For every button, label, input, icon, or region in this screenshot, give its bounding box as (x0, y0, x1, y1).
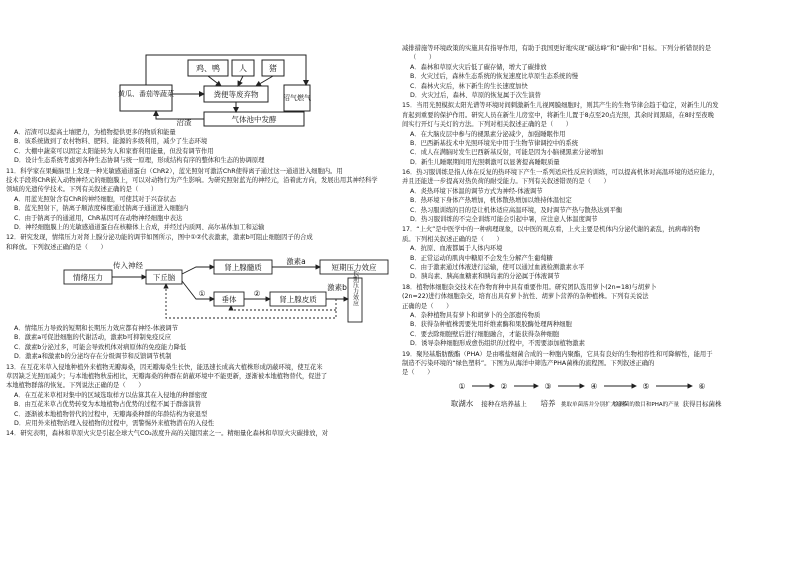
q12-stem-1: 12．研究发现，情绪压力对肾上腺分泌功能的调节如图所示，图中①②代表激素，激素b可阻止细胞因子的合成 (6, 234, 313, 242)
q12-option-c[interactable]: C．激素b分泌过多，可能会导致机体对病原体的免疫能力降低 (14, 343, 187, 351)
pool-label: 气体池中发酵 (231, 115, 277, 124)
person-label: 人 (239, 64, 247, 73)
stress-regulation-diagram (6, 252, 394, 324)
question-14-continued (402, 44, 790, 100)
q13-option-a[interactable]: A．在互花米草相对集中的区域选取样方以估算其在入侵地的种群密度 (14, 391, 208, 399)
residue-label: 沼渣 (176, 118, 192, 127)
q12-options (6, 324, 394, 362)
step-4-number: ④ (590, 381, 598, 391)
q12-stem-2: 和释放。下列叙述正确的是（ ） (6, 243, 107, 251)
q15-option-a[interactable]: A．在大脑皮层中参与的褪黑素分泌减少，加强睡眠作用 (410, 130, 566, 138)
step-2-number: ② (500, 381, 508, 391)
q13-stem-2: 草因缺乏光照而减少；与本地植物秋茄相比，无瓣海桑的种群在荫蔽环境中不能更新，逐渐被本地植物替代，促进了 (6, 373, 328, 381)
q11-option-b[interactable]: B．蓝光照射下，钠离子顺浓度梯度通过钠离子通道进入细胞内 (14, 205, 189, 213)
step-1-number: ① (458, 381, 466, 391)
q10-option-b[interactable]: B．该系统做到了农村物料、肥料、能源的多级利用，减少了生态环境 (14, 138, 208, 146)
step-1-label: 取湖水 (450, 398, 474, 408)
q15-stem-1: 15．当用光照模拟太阳光谱等环境时间刺激新生儿视网膜细胞时，则其产生的生物节律会趋于稳定，对新生儿的发 (402, 102, 719, 110)
q15-option-c[interactable]: C．成人在满脑时发生巴西新基反射，可能是因为小脑褪黑素分泌增加 (410, 149, 604, 157)
q14-option-b[interactable]: B．火灾过后，森林生态系统的恢复速度比草原生态系统的慢 (410, 73, 579, 81)
question-18 (402, 283, 790, 349)
q13-option-c[interactable]: C．逐渐被本地植物替代的过程中，无瓣海桑种群的年龄结构为衰退型 (14, 410, 208, 418)
pig-label: 猪 (269, 64, 277, 73)
question-16 (402, 168, 790, 224)
q16-option-b[interactable]: B．热环境下身体产热增加，机体散热增加以维持体温恒定 (410, 197, 572, 205)
q19-stem-3: 是（ ） (402, 369, 434, 377)
q11-option-d[interactable]: D．神经细胞膜上的光敏感通道蛋白在核糖体上合成，并经过内质网、高尔基体加工和运输 (14, 223, 265, 231)
step-2-label: 接种在培养基上 (481, 399, 527, 408)
q18-option-d[interactable]: D．诱导杂种细胞形成愈伤组织的过程中，不需要添加植物激素 (410, 340, 585, 348)
stress-label: 情绪压力 (73, 273, 103, 283)
biogas-label: 沼气燃气 (283, 94, 311, 102)
q18-option-b[interactable]: B．获得杂种植株需要先用纤维素酶和果胶酶处理两种细胞 (410, 321, 572, 329)
q12-option-a[interactable]: A．情绪压力导致的短期和长期压力效应都有神经-体液调节 (14, 325, 179, 333)
q10-option-c[interactable]: C．大棚中蔬菜可以固定太阳能转为人和家畜利用能量，但没有调节作用 (14, 147, 214, 155)
hormone-b-label: 激素b (327, 283, 347, 293)
pituitary-label: 垂体 (221, 295, 237, 305)
q17-stem-1: 17．“上火”是中医学中的一种病理现象，以中医的观点看，上火主要是机体内分泌代谢的紊乱，抗病毒的物 (402, 226, 700, 234)
q18-option-a[interactable]: A．杂种植物具有萝卜和胡萝卜的全部遗传物质 (410, 311, 541, 319)
cortex-label: 肾上腺皮质 (279, 295, 317, 305)
step-3-label: 培养 (540, 398, 556, 408)
manure-label: 粪便等废弃物 (213, 90, 259, 99)
q14-stem-1: 14．研究表明，森林和草原火灾是引起全球大气CO₂浓度升高的关键因素之一。精细量化森林和草原火灾碳排放，对 (6, 430, 329, 438)
q19-stem-1: 19．聚羟基脂肪酸酯（PHA）是由嗜盐细菌合成的一种胞内聚酯，它具有良好的生物相容性和可降解性，能用于 (402, 350, 713, 358)
q13-option-d[interactable]: D．应用外来植物治理入侵植物的过程中，需警惕外来植物潜在的入侵性 (14, 419, 215, 427)
mark-1: ① (198, 289, 206, 299)
long-effect-label: 长期压力效应 (351, 270, 359, 307)
q12-option-b[interactable]: B．激素a可促进细胞的代谢活动，激素b可抑制免疫反应 (14, 334, 172, 342)
question-11 (6, 167, 394, 233)
hypothalamus-label: 下丘脑 (152, 273, 176, 283)
q17-option-d[interactable]: D．胰岛素、胰高血糖素和胰岛素的分泌属于体液调节 (410, 273, 560, 281)
q18-option-c[interactable]: C．要去除细胞壁后进行细胞融合，才能获得杂种细胞 (410, 330, 560, 338)
q16-option-d[interactable]: D．热习服训练的不完全训练可能会引起中暑，应注意人体温度调节 (410, 216, 598, 224)
q11-option-a[interactable]: A．用蓝光照射含有ChR的神经细胞，可使其对于兴奋状态 (14, 195, 176, 203)
step-5-number: ⑤ (642, 381, 650, 391)
q13-option-b[interactable]: B．由互花米草占优势转变为本地植物占优势的过程不属于群落演替 (14, 401, 201, 409)
q11-option-c[interactable]: C．由于钠离子的通道用，ChR基因可在动物神经细胞中表达 (14, 214, 183, 222)
step-3-number: ③ (544, 381, 552, 391)
step-4-label: 挑取单菌落并分别扩大培养 (560, 401, 628, 408)
q16-stem-1: 16．热习服训练是指人体在反复的热环境下产生一系列适应性反应的训练，可以提高机体对高温环境的适应能力， (402, 169, 719, 177)
q15-stem-2: 育起到重要的保护作用。研究人员在新生儿房室中，将新生儿置于8点至20点光照，其余时间黑暗，在8时至夜晚 (402, 111, 714, 119)
pha-screening-flowchart (402, 378, 790, 436)
question-13 (6, 363, 394, 429)
q14-stem-2: 减排措施等环境政策的实施具有指导作用，有助于我国更好地实现“碳达峰”和“碳中和”目标。下列分析错误的是 (402, 45, 712, 52)
q15-stem-3: 间实行开灯与关灯的方法。下列对相关叙述正确的是（ ） (402, 121, 573, 129)
nerve-label: 传入神经 (113, 261, 143, 271)
q18-stem-2: (2n=22)进行体细胞杂交，培育出具有萝卜抗性、胡萝卜营养的杂种植株。下列有关说法 (402, 293, 649, 301)
q10-option-d[interactable]: D．设计生态系统考虑到各种生态协调与统一原理，形成结构有序的整体和生态的协调原理 (14, 157, 265, 165)
step-6-number: ⑥ (698, 381, 706, 391)
q11-stem-1: 11．科学家在果蝇脑里上发现一种光敏感通道蛋白（ChR2），蓝光照射可激活ChR使得离子通过这一通道进入细胞内。用 (6, 167, 343, 175)
q18-stem-3: 正确的是（ ） (402, 302, 453, 310)
chicken-duck-label: 鸡、鸭 (196, 64, 220, 73)
left-column (6, 0, 394, 439)
q17-option-a[interactable]: A．抗原、血液都属于人体内环境 (410, 245, 503, 253)
q16-stem-2: 并且还能进一步提高对热负荷的耐受能力。下列有关叙述错误的是（ ） (402, 178, 610, 186)
q15-option-b[interactable]: B．巴西新基技术中光照环境光中用于生物节律调控中的系统 (410, 139, 579, 147)
q19-stem-2: 制造不污染环境的“绿色塑料”。下图为从海洋中筛选产PHA菌株的流程图。下列叙述正确的 (402, 359, 655, 367)
q14-option-d[interactable]: D．火灾过后，森林、草原的恢复属于次生演替 (410, 91, 541, 99)
q14-option-a[interactable]: A．森林和草原火灾后低了碳存储，增大了碳排放 (410, 63, 547, 71)
right-column (402, 44, 790, 436)
agroecosystem-diagram (6, 0, 394, 128)
question-15 (402, 101, 790, 167)
q18-stem-1: 18．植物体细胞杂交技术在作物育种中具有重要作用。研究团队选用萝卜(2n=18)与胡萝卜 (402, 283, 657, 291)
hormone-a-label: 激素a (286, 257, 306, 267)
step-5-label: 检测菌的数目和PHA的产量 (612, 401, 680, 408)
step-6-label: 获得目标菌株 (682, 399, 722, 408)
q15-option-d[interactable]: D．新生儿睡眠期间用光照刺激可以显著提高睡眠质量 (410, 158, 560, 166)
short-effect-label: 短期压力效应 (331, 263, 377, 273)
question-14-start (6, 429, 394, 438)
crops-label: 黄瓜、番茄等蔬菜 (118, 90, 174, 98)
q17-option-c[interactable]: C．由于激素通过体液进行运输，使可以通过血液检测激素水平 (410, 263, 585, 271)
q10-options (6, 128, 394, 166)
q16-option-c[interactable]: C．热习服训练的目的是让机体适应高温环境，及时调节产热与散热达到平衡 (410, 206, 623, 214)
q14-option-c[interactable]: C．森林火灾后，林下新生的生长速度加快 (410, 82, 528, 90)
question-17 (402, 225, 790, 281)
q13-stem-1: 13．在互花米草入侵地种植外来植物无瓣海桑，因无瓣海桑生长快，能迅速长成高大植株形成荫蔽环境，使互花米 (6, 363, 323, 371)
q17-stem-2: 质。下列相关叙述正确的是（ ） (402, 235, 503, 243)
crops-box (120, 85, 172, 111)
q11-stem-2: 技术手段将ChR嵌入动物神经元的细胞膜上，可以对动物行为产生影响。为研究照射蓝光的神经元，沿着此方向，发展出用其神经科学 (6, 176, 378, 184)
q16-option-a[interactable]: A．炎热环境下体温的调节方式为神经-体液调节 (410, 187, 543, 195)
q10-option-a[interactable]: A．沼渣可以提高土壤肥力，为植物提供更多的物质和能量 (14, 129, 176, 136)
question-19 (402, 350, 790, 378)
q14-stem-3: （ ） (410, 54, 436, 62)
medulla-label: 肾上腺髓质 (224, 263, 262, 273)
q13-stem-3: 本地植物群落的恢复。下列说法正确的是（ ） (6, 382, 145, 390)
q17-option-b[interactable]: B．正常运动的肌肉中糖原不会发生分解产生葡萄糖 (410, 254, 553, 262)
mark-2: ② (253, 289, 261, 299)
question-12 (6, 233, 394, 252)
q12-option-d[interactable]: D．激素a和激素b的分泌均存在分级调节和反馈调节机制 (14, 353, 172, 361)
q11-stem-3: 领域的光遗传学技术。下列有关叙述正确的是（ ） (6, 186, 158, 194)
